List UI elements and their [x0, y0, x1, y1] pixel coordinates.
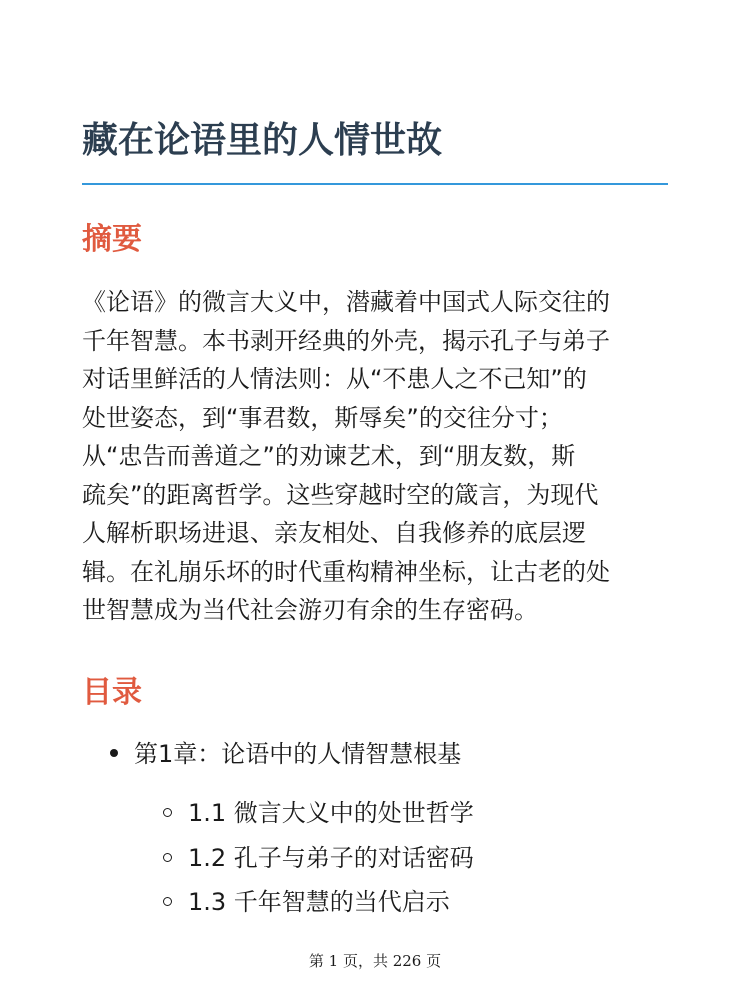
toc-chapter-item[interactable] [110, 736, 461, 772]
toc-section-item[interactable] [163, 884, 450, 920]
abstract-heading: 摘要 [82, 222, 142, 257]
toc-section-label: 1.1 微言大义中的处世哲学 [188, 799, 474, 827]
abstract-line: 《论语》的微言大义中，潜藏着中国式人际交往的 [82, 288, 610, 316]
abstract-paragraph [82, 283, 672, 630]
page-number: 第 1 页，共 226 页 [308, 952, 442, 970]
toc-section-item[interactable] [163, 795, 474, 831]
abstract-line: 疏矣”的距离哲学。这些穿越时空的箴言，为现代 [82, 480, 599, 509]
toc-chapter-label: 第1章：论语中的人情智慧根基 [134, 740, 462, 768]
bullet-circle-icon [163, 808, 172, 817]
toc-section-label: 1.3 千年智慧的当代启示 [188, 888, 450, 916]
abstract-line: 辑。在礼崩乐坏的时代重构精神坐标，让古老的处 [82, 557, 610, 586]
toc-section-item[interactable] [163, 840, 474, 876]
abstract-line: 处世姿态，到“事君数，斯辱矣”的交往分寸； [82, 403, 563, 432]
page-title: 藏在论语里的人情世故 [82, 120, 443, 161]
abstract-line: 人解析职场进退、亲友相处、自我修养的底层逻 [82, 519, 586, 547]
abstract-line: 千年智慧。本书剥开经典的外壳，揭示孔子与弟子 [82, 326, 610, 355]
title-divider [82, 183, 668, 185]
abstract-line: 从“忠告而善道之”的劝谏艺术，到“朋友数，斯 [82, 442, 576, 470]
bullet-disc-icon [110, 749, 118, 757]
bullet-circle-icon [163, 897, 172, 906]
toc-heading: 目录 [82, 675, 142, 710]
abstract-line: 世智慧成为当代社会游刃有余的生存密码。 [82, 596, 538, 624]
toc-section-label: 1.2 孔子与弟子的对话密码 [188, 844, 474, 872]
abstract-line: 对话里鲜活的人情法则：从“不患人之不己知”的 [82, 365, 587, 393]
bullet-circle-icon [163, 853, 172, 862]
